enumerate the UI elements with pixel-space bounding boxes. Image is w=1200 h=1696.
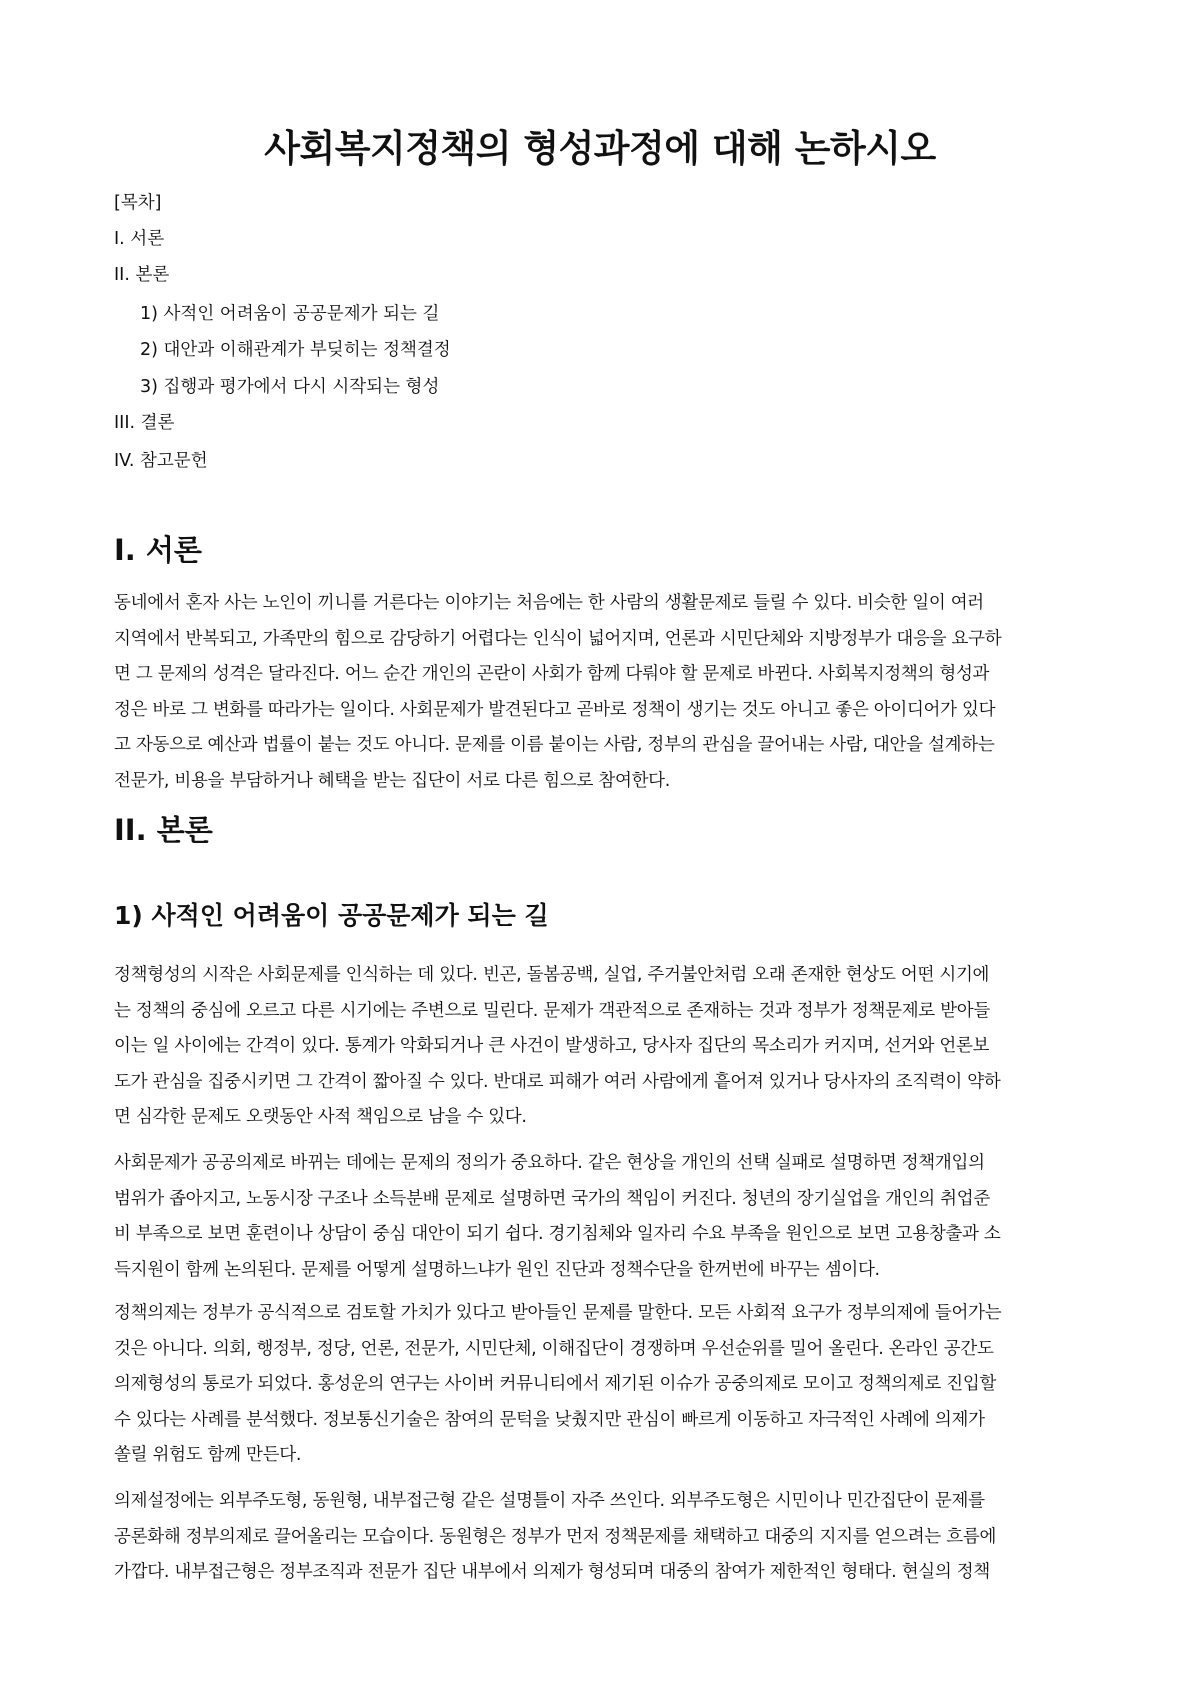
paragraph-line: 가깝다. 내부접근형은 정부조직과 전문가 집단 내부에서 의제가 형성되며 대중의 참여가 제한적인 형태다. 현실의 정책 — [114, 1562, 990, 1582]
body-paragraph-2 — [114, 1146, 1090, 1288]
paragraph-line: 도가 관심을 집중시키면 그 간격이 짧아질 수 있다. 반대로 피해가 여러 사람에게 흩어져 있거나 당사자의 조직력이 약하 — [114, 1071, 1001, 1092]
toc-item: IV. 참고문헌 — [114, 451, 208, 471]
toc-item: II. 본론 — [114, 265, 170, 285]
toc-item: 1) 사적인 어려움이 공공문제가 되는 길 — [140, 304, 440, 324]
paragraph-line: 범위가 좁아지고, 노동시장 구조나 소득분배 문제로 설명하면 국가의 책임이 커진다. 청년의 장기실업을 개인의 취업준 — [114, 1188, 990, 1209]
paragraph-line: 고 자동으로 예산과 법률이 붙는 것도 아니다. 문제를 이름 붙이는 사람, 정부의 관심을 끌어내는 사람, 대안을 설계하는 — [114, 735, 995, 755]
paragraph-line: 정책의제는 정부가 공식적으로 검토할 가치가 있다고 받아들인 문제를 말한다. 모든 사회적 요구가 정부의제에 들어가는 — [114, 1303, 1002, 1323]
paragraph-line: 수 있다는 사례를 분석했다. 정보통신기술은 참여의 문턱을 낮췄지만 관심이 빠르게 이동하고 자극적인 사례에 의제가 — [114, 1409, 985, 1430]
paragraph-line: 동네에서 혼자 사는 노인이 끼니를 거른다는 이야기는 처음에는 한 사람의 생활문제로 들릴 수 있다. 비슷한 일이 여러 — [114, 593, 984, 613]
paragraph-line: 것은 아니다. 의회, 행정부, 정당, 언론, 전문가, 시민단체, 이해집단이 경쟁하며 우선순위를 밀어 올린다. 온라인 공간도 — [114, 1338, 994, 1359]
toc-item: 2) 대안과 이해관계가 부딪히는 정책결정 — [140, 340, 451, 360]
body-paragraph-4 — [114, 1484, 1090, 1591]
body-paragraph-3 — [114, 1296, 1090, 1474]
paragraph-line: 면 그 문제의 성격은 달라진다. 어느 순간 개인의 곤란이 사회가 함께 다뤄야 할 문제로 바뀐다. 사회복지정책의 형성과 — [114, 664, 990, 684]
paragraph-line: 전문가, 비용을 부담하거나 혜택을 받는 집단이 서로 다른 힘으로 참여한다. — [114, 770, 671, 791]
paragraph-line: 면 심각한 문제도 오랫동안 사적 책임으로 남을 수 있다. — [114, 1107, 527, 1127]
paragraph-line: 공론화해 정부의제로 끌어올리는 모습이다. 동원형은 정부가 먼저 정책문제를 채택하고 대중의 지지를 얻으려는 흐름에 — [114, 1526, 997, 1547]
paragraph-line: 정책형성의 시작은 사회문제를 인식하는 데 있다. 빈곤, 돌봄공백, 실업, 주거불안처럼 오래 존재한 현상도 어떤 시기에 — [114, 965, 990, 985]
section-heading-intro: I. 서론 — [114, 533, 202, 567]
paragraph-line: 의제형성의 통로가 되었다. 홍성운의 연구는 사이버 커뮤니티에서 제기된 이슈가 공중의제로 모이고 정책의제로 진입할 — [114, 1374, 997, 1394]
toc-heading: [목차] — [114, 193, 162, 213]
section-heading-body: II. 본론 — [114, 813, 213, 847]
paragraph-line: 이는 일 사이에는 간격이 있다. 통계가 악화되거나 큰 사건이 발생하고, 당사자 집단의 목소리가 커지며, 선거와 언론보 — [114, 1036, 990, 1056]
intro-paragraph — [114, 586, 1090, 799]
body-paragraph-1 — [114, 958, 1090, 1136]
document-title: 사회복지정책의 형성과정에 대해 논하시오 — [264, 127, 936, 170]
paragraph-line: 득지원이 함께 논의된다. 문제를 어떻게 설명하느냐가 원인 진단과 정책수단을 한꺼번에 바꾸는 셈이다. — [114, 1259, 880, 1280]
paragraph-line: 지역에서 반복되고, 가족만의 힘으로 감당하기 어렵다는 인식이 넓어지며, 언론과 시민단체와 지방정부가 대응을 요구하 — [114, 628, 1002, 649]
toc-item: 3) 집행과 평가에서 다시 시작되는 형성 — [140, 377, 440, 397]
toc-item: III. 결론 — [114, 413, 175, 433]
paragraph-line: 사회문제가 공공의제로 바뀌는 데에는 문제의 정의가 중요하다. 같은 현상을 개인의 선택 실패로 설명하면 정책개입의 — [114, 1153, 985, 1173]
paragraph-line: 쏠릴 위험도 함께 만든다. — [114, 1445, 302, 1465]
subsection-heading-1: 1) 사적인 어려움이 공공문제가 되는 길 — [114, 901, 549, 930]
paragraph-line: 는 정책의 중심에 오르고 다른 시기에는 주변으로 밀린다. 문제가 객관적으로 존재하는 것과 정부가 정책문제로 받아들 — [114, 1000, 990, 1021]
toc-item: I. 서론 — [114, 229, 165, 249]
paragraph-line: 의제설정에는 외부주도형, 동원형, 내부접근형 같은 설명틀이 자주 쓰인다. 외부주도형은 시민이나 민간집단이 문제를 — [114, 1491, 985, 1511]
paragraph-line: 비 부족으로 보면 훈련이나 상담이 중심 대안이 되기 쉽다. 경기침체와 일자리 수요 부족을 원인으로 보면 고용창출과 소 — [114, 1224, 1001, 1244]
paragraph-line: 정은 바로 그 변화를 따라가는 일이다. 사회문제가 발견된다고 곧바로 정책이 생기는 것도 아니고 좋은 아이디어가 있다 — [114, 699, 996, 720]
